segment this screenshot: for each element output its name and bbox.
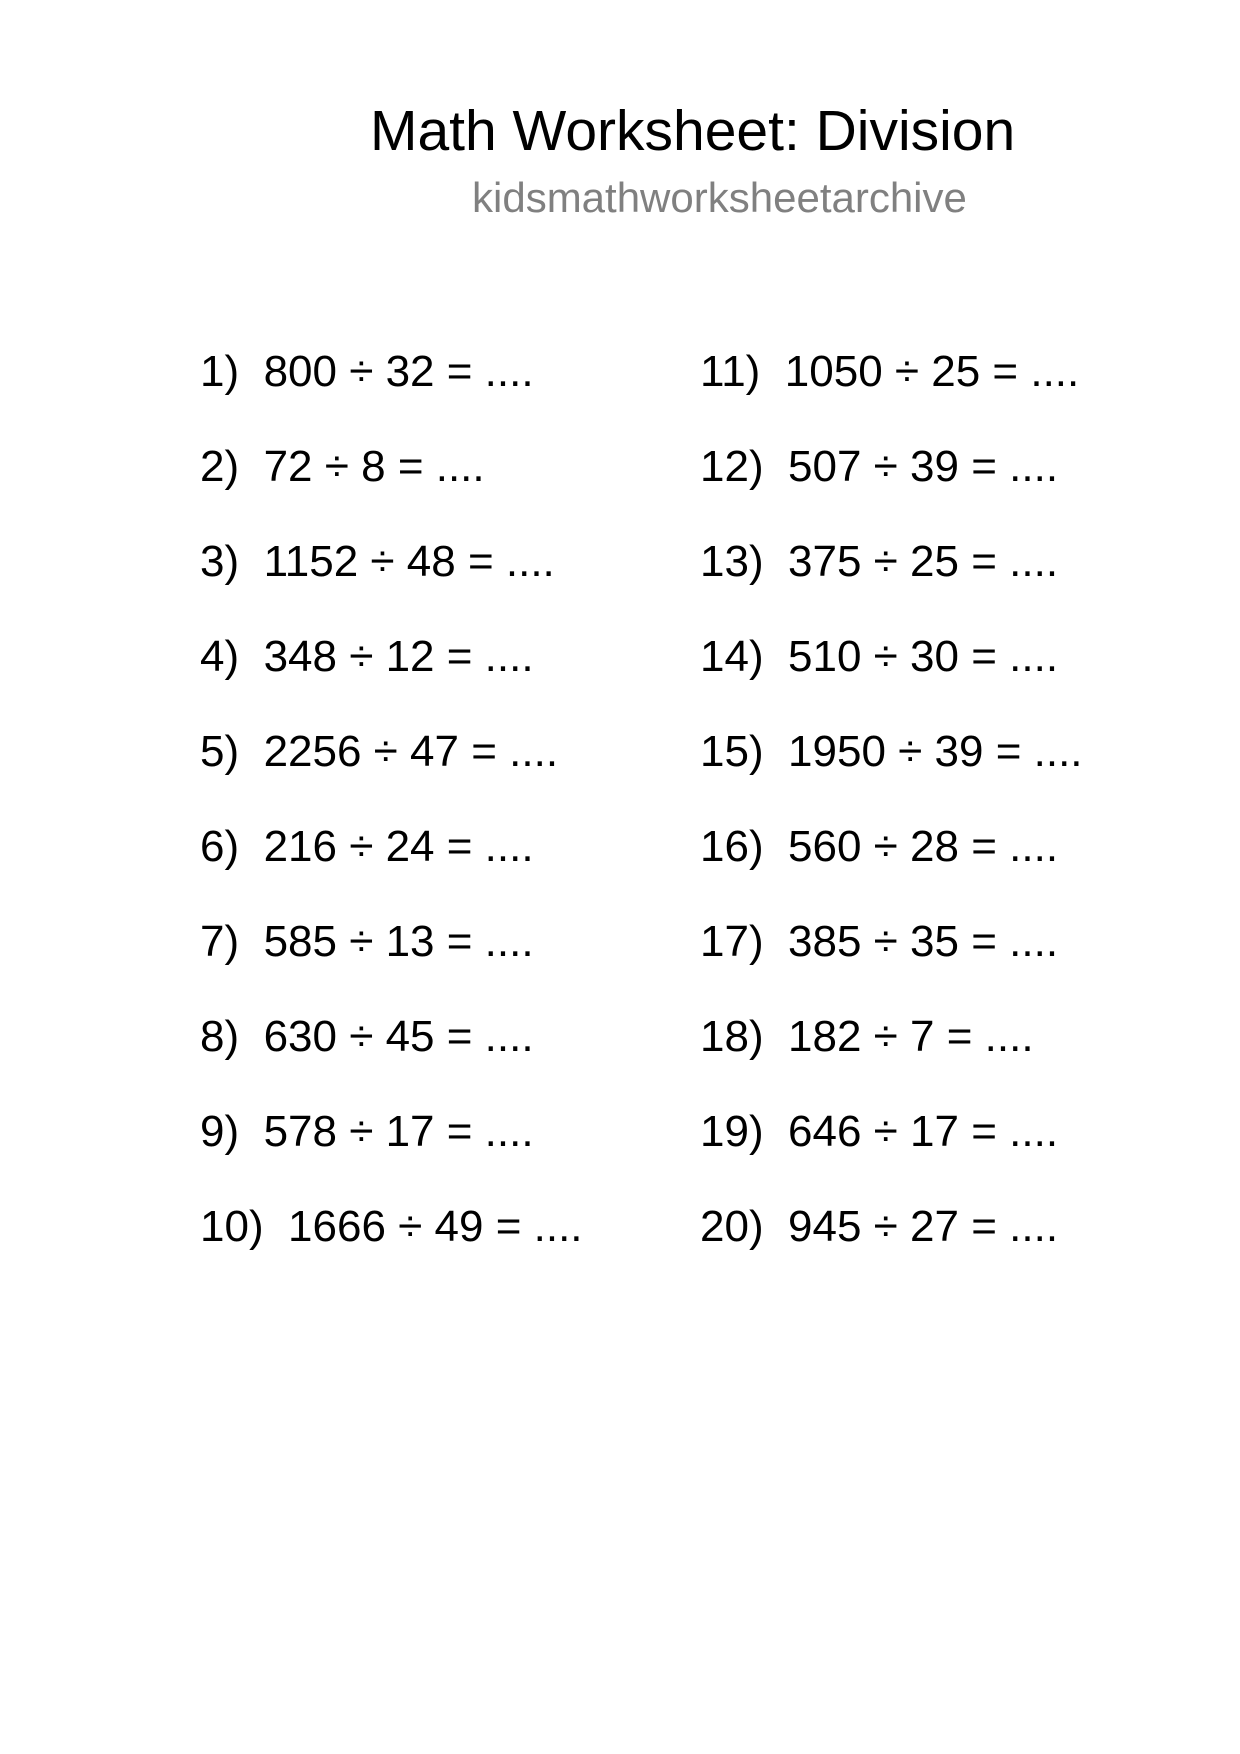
problem-number: 16) (700, 822, 789, 871)
problem-number: 9) (200, 1107, 264, 1156)
problem-expression: 72 ÷ 8 = .... (263, 442, 485, 491)
problem-number: 8) (200, 1012, 264, 1061)
problem-item (200, 819, 534, 875)
problem-expression: 348 ÷ 12 = .... (263, 632, 534, 681)
problem-number: 6) (200, 822, 264, 871)
problem-expression: 375 ÷ 25 = .... (788, 537, 1059, 586)
site-name: kidsmathworksheetarchive (472, 174, 967, 221)
problem-item (200, 724, 558, 780)
problem-number: 14) (700, 632, 789, 681)
problem-item (700, 1009, 1034, 1065)
problem-number: 19) (700, 1107, 789, 1156)
problem-number: 7) (200, 917, 264, 966)
problem-expression: 1666 ÷ 49 = .... (288, 1202, 583, 1251)
problem-expression: 585 ÷ 13 = .... (263, 917, 534, 966)
problem-item (200, 914, 534, 970)
problem-number: 5) (200, 727, 264, 776)
problem-expression: 182 ÷ 7 = .... (788, 1012, 1034, 1061)
problem-item (700, 344, 1079, 400)
problem-item (700, 629, 1058, 685)
problem-number: 18) (700, 1012, 789, 1061)
problem-item (200, 344, 534, 400)
problem-item (200, 1199, 583, 1255)
problem-expression: 630 ÷ 45 = .... (263, 1012, 534, 1061)
problem-item (200, 439, 485, 495)
problem-expression: 507 ÷ 39 = .... (788, 442, 1059, 491)
problem-expression: 1050 ÷ 25 = .... (784, 347, 1080, 396)
problem-item (700, 534, 1058, 590)
problem-expression: 385 ÷ 35 = .... (788, 917, 1059, 966)
problem-expression: 578 ÷ 17 = .... (263, 1107, 534, 1156)
problem-expression: 216 ÷ 24 = .... (263, 822, 534, 871)
problem-item (700, 914, 1058, 970)
problem-number: 20) (700, 1202, 789, 1251)
problem-expression: 800 ÷ 32 = .... (263, 347, 534, 396)
problem-number: 12) (700, 442, 789, 491)
problem-item (700, 1104, 1058, 1160)
problem-expression: 945 ÷ 27 = .... (788, 1202, 1059, 1251)
problem-expression: 646 ÷ 17 = .... (788, 1107, 1059, 1156)
problem-item (700, 819, 1058, 875)
problem-expression: 1950 ÷ 39 = .... (788, 727, 1083, 776)
page-title: Math Worksheet: Division (370, 99, 1016, 163)
problem-item (200, 534, 555, 590)
problem-number: 15) (700, 727, 789, 776)
problem-number: 13) (700, 537, 789, 586)
problem-item (700, 1199, 1058, 1255)
problem-number: 4) (200, 632, 264, 681)
problem-item (700, 724, 1083, 780)
problem-item (700, 439, 1058, 495)
problem-number: 2) (200, 442, 264, 491)
problem-number: 3) (200, 537, 264, 586)
problem-expression: 510 ÷ 30 = .... (788, 632, 1059, 681)
problem-item (200, 1009, 534, 1065)
problem-number: 17) (700, 917, 789, 966)
problem-item (200, 629, 534, 685)
problem-expression: 560 ÷ 28 = .... (788, 822, 1059, 871)
problem-number: 1) (200, 347, 264, 396)
problem-item (200, 1104, 534, 1160)
problem-number: 10) (200, 1202, 289, 1251)
problem-number: 11) (700, 347, 785, 396)
problem-expression: 2256 ÷ 47 = .... (263, 727, 559, 776)
problem-expression: 1152 ÷ 48 = .... (263, 537, 555, 586)
